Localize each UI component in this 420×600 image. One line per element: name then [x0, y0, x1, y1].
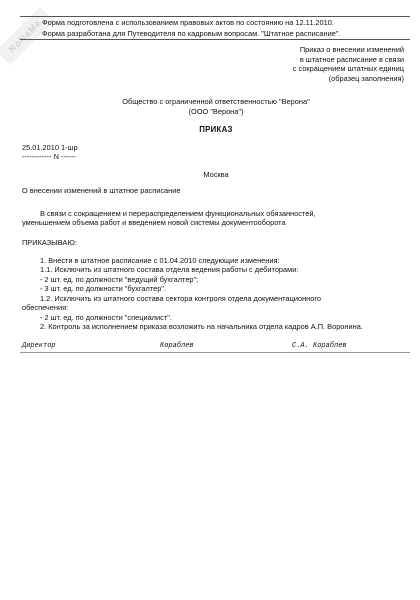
order-item-1-2-line-1: 1.2. Исключить из штатного состава сектора контроля отдела документационного	[40, 294, 321, 303]
header-note-2: Форма разработана для Путеводителя по кадровым вопросам. "Штатное расписание".	[42, 29, 341, 38]
order-item-2: 2. Контроль за исполнением приказа возложить на начальника отдела кадров А.П. Воронина.	[40, 322, 363, 331]
document-title: ПРИКАЗ	[199, 125, 233, 134]
order-item-1-2-a: - 2 шт. ед. по должности "специалист".	[40, 313, 172, 322]
signature-rule	[20, 352, 410, 353]
signature-sign: Кораблев	[160, 342, 194, 350]
order-item-1-1-a: - 2 шт. ед. по должности "ведущий бухгалтер";	[40, 275, 199, 284]
watermark: NoNaMe	[0, 7, 54, 65]
form-note: Приказ о внесении изменений в штатное расписание в связи с сокращением штатных единиц (образец заполнения)	[292, 45, 404, 83]
signature-position: Директор	[22, 342, 56, 350]
preamble-line-2: уменьшением объема работ и введением новой системы документооборота	[22, 218, 286, 227]
organization-name: Общество с ограниченной ответственностью "Верона"	[122, 97, 310, 106]
organization-short-name: (ООО "Верона")	[188, 107, 244, 116]
order-item-1-1: 1.1. Исключить из штатного состава отдела ведения работы с дебиторами:	[40, 265, 299, 274]
document-city: Москва	[203, 170, 229, 179]
signature-name: С.А. Кораблев	[292, 342, 347, 350]
order-item-1-2-line-2: обеспечения:	[22, 303, 69, 312]
header-top-rule	[20, 16, 410, 17]
preamble-line-1: В связи с сокращением и перераспределением функциональных обязанностей,	[40, 209, 316, 218]
document-subject: О внесении изменений в штатное расписание	[22, 186, 181, 195]
header-bottom-rule	[20, 39, 410, 40]
order-item-1-1-b: - 3 шт. ед. по должности "бухгалтер".	[40, 284, 167, 293]
order-item-1: 1. Внести в штатное расписание с 01.04.2010 следующие изменения:	[40, 256, 280, 265]
order-word: ПРИКАЗЫВАЮ:	[22, 238, 77, 247]
document-date-number: 25.01.2010 1-шр	[22, 143, 78, 152]
document-number-line: ------------ N ------	[22, 152, 76, 161]
header-note-1: Форма подготовлена с использованием правовых актов по состоянию на 12.11.2010.	[42, 18, 334, 27]
